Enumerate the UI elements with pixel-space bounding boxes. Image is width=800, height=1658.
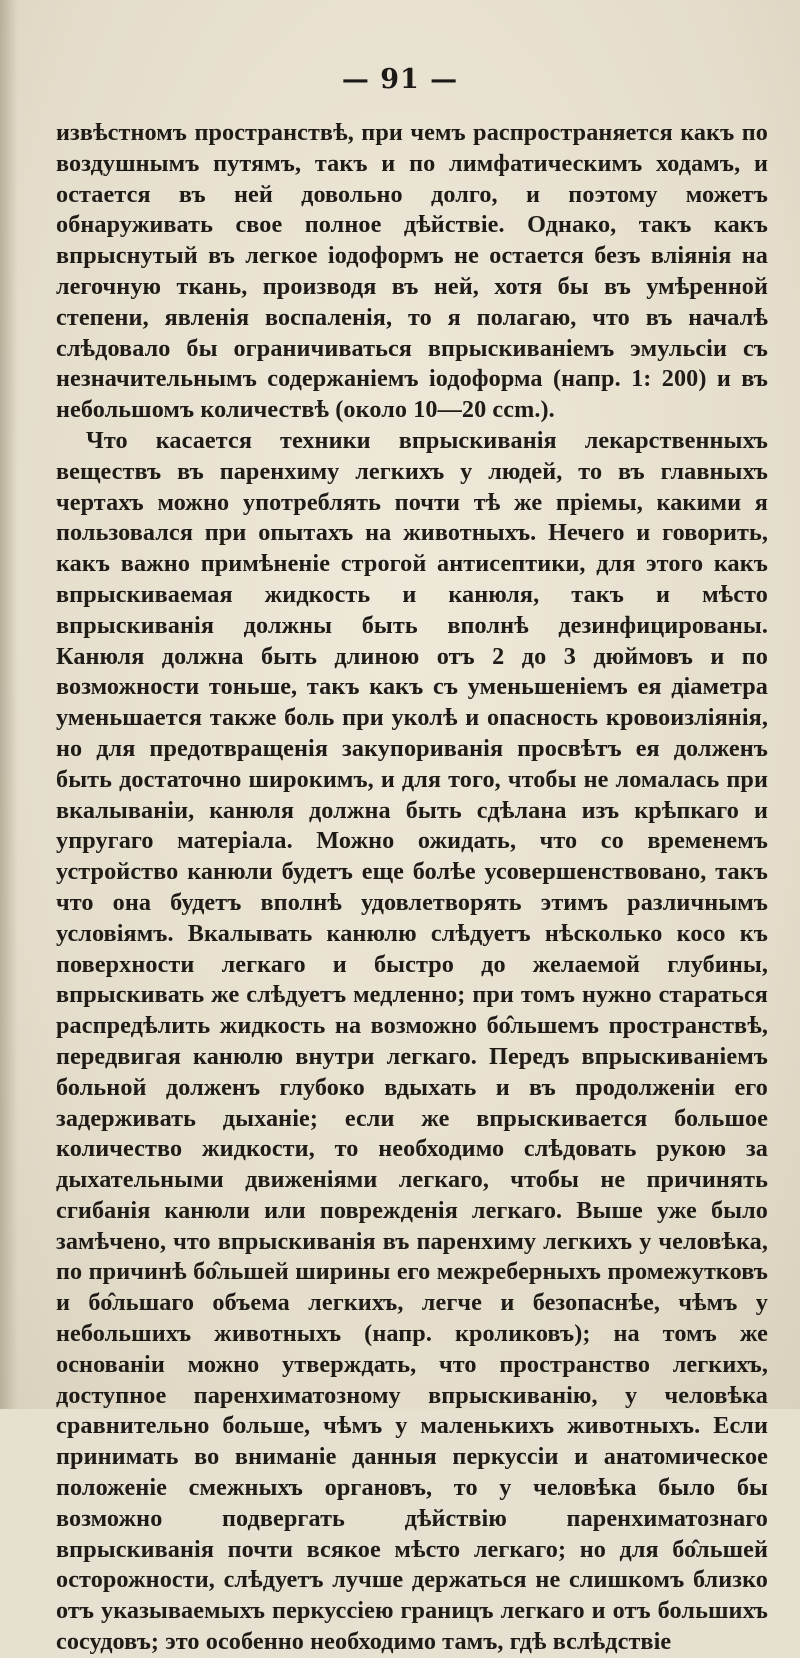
paragraph-injection-technique: Что касается техники впрыскиванія лекарственныхъ веществъ въ паренхиму легкихъ у людей, то въ главныхъ чертахъ можно употреблять почти тѣ же пріемы, какими я пользовался при опытахъ на животныхъ. Нечего и говорить, какъ важно примѣненіе строгой антисептики, для этого какъ впрыскиваемая жидкость и канюля, такъ и мѣсто впрыскиванія должны быть вполнѣ дезинфицированы. Канюля должна быть длиною отъ 2 до 3 дюймовъ и по возможности тоньше, такъ какъ съ уменьшеніемъ ея діаметра уменьшается также боль при уколѣ и опасность кровоизліянія, но для предотвращенія закупориванія просвѣтъ ея долженъ быть достаточно широкимъ, и для того, чтобы не ломалась при вкалываніи, канюля должна быть сдѣлана изъ крѣпкаго и упругаго матеріала. Можно ожидать, что со временемъ устройство канюли будетъ еще болѣе усовершенствовано, такъ что она будетъ вполнѣ удовлетворять этимъ различнымъ условіямъ. Вкалывать канюлю слѣдуетъ нѣсколько косо къ поверхности легкаго и быстро до желаемой глубины, впрыскивать же слѣдуетъ медленно; при томъ нужно стараться распредѣлить жидкость на возможно бо̂льшемъ пространствѣ, передвигая канюлю внутри легкаго. Передъ впрыскиваніемъ больной долженъ глубоко вдыхать и въ продолженіи его задерживать дыханіе; если же впрыскивается большое количество жидкости, то необходимо слѣдовать рукою за дыхательными движеніями легкаго, чтобы не причинять сгибанія канюли или поврежденія легкаго. Выше уже было замѣчено, что впрыскиванія въ паренхиму легкихъ у человѣка, по причинѣ бо̂льшей ширины его межреберныхъ промежутковъ и бо̂льшаго объема легкихъ, легче и безопаснѣе, чѣмъ у небольшихъ животныхъ (напр. кроликовъ); на томъ же основаніи можно утверждать, что пространство легкихъ, доступное паренхиматозному впрыскиванію, у человѣка сравнительно больше, чѣмъ у маленькихъ животныхъ. Если принимать во вниманіе данныя перкуссіи и анатомическое положеніе смежныхъ органовъ, то у человѣка было бы возможно подвергать дѣйствію паренхиматознаго впрыскиванія почти всякое мѣсто легкаго; но для бо̂льшей осторожности, слѣдуетъ лучше держаться не слишкомъ близко отъ указываемыхъ перкуссіею границъ легкаго и отъ большихъ сосудовъ; это особенно необходимо тамъ, гдѣ вслѣдствіе xyxy=(56,426,768,1656)
binding-shadow xyxy=(0,0,18,1409)
body-text xyxy=(56,118,768,1658)
page-number: — 91 — xyxy=(341,64,459,95)
paragraph-continuation: извѣстномъ пространствѣ, при чемъ распространяется какъ по воздушнымъ путямъ, такъ и по лимфатическимъ ходамъ, и остается въ ней довольно долго, и поэтому можетъ обнаруживать свое полное дѣйствіе. Однако, такъ какъ впрыснутый въ легкое іодоформъ не остается безъ вліянія на легочную ткань, производя въ ней, хотя бы въ умѣренной степени, явленія воспаленія, то я полагаю, что въ началѣ слѣдовало бы ограничиваться впрыскиваніемъ эмульсіи съ незначительнымъ содержаніемъ іодоформа (напр. 1: 200) и въ небольшомъ количествѣ (около 10—20 ccm.). xyxy=(56,119,768,424)
